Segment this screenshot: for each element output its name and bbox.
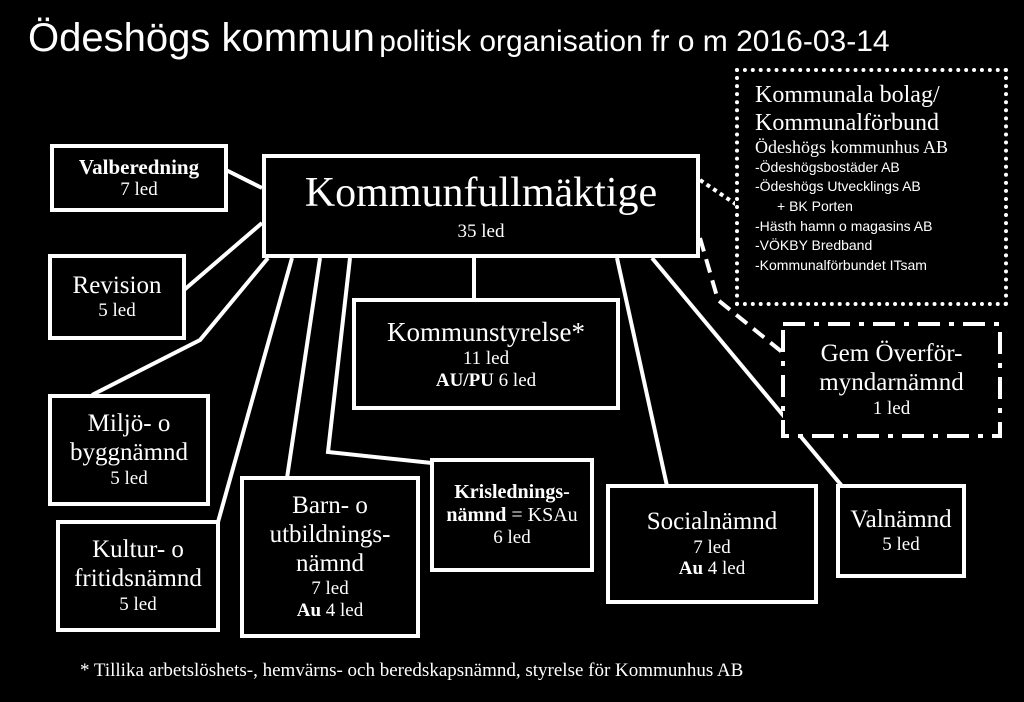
social-au-seats: 4 led xyxy=(707,558,746,580)
kommunstyrelse-au-label: AU/PU xyxy=(435,369,494,391)
kultur-seats: 5 led xyxy=(119,593,157,615)
kris-line2-bold: nämnd xyxy=(446,504,507,527)
box-bolag xyxy=(735,68,1008,306)
revision-name: Revision xyxy=(72,271,162,299)
kommunfullmaktige-seats: 35 led xyxy=(457,221,505,243)
connector-barn xyxy=(287,258,320,478)
bolag-heading1: Kommunala bolag/ xyxy=(755,82,940,108)
barn-line2: utbildnings- xyxy=(269,520,391,548)
kultur-line2: fritidsnämnd xyxy=(74,565,202,593)
kris-line1: Krislednings- xyxy=(454,481,570,504)
connector-social xyxy=(617,258,667,486)
box-kommunfullmaktige xyxy=(262,154,700,258)
title-main: Ödeshögs kommun xyxy=(28,16,375,60)
bolag-heading2: Kommunalförbund xyxy=(755,109,939,136)
box-barn xyxy=(240,476,420,638)
kris-line2 xyxy=(434,504,590,527)
bolag-item: -Hästh hamn o magasins AB xyxy=(755,217,933,234)
box-kris xyxy=(430,458,594,572)
bolag-item: -Ödeshögsbostäder AB xyxy=(755,158,900,175)
bolag-item: -VÖKBY Bredband xyxy=(755,237,873,254)
valnamnd-seats: 5 led xyxy=(882,534,920,556)
valberedning-name: Valberedning xyxy=(78,155,200,179)
social-au-label: Au xyxy=(678,558,704,580)
barn-line3: nämnd xyxy=(295,549,365,577)
revision-seats: 5 led xyxy=(98,300,136,322)
box-kultur xyxy=(56,520,220,632)
kommunstyrelse-au-seats: 6 led xyxy=(498,369,537,391)
barn-au-label: Au xyxy=(296,600,322,622)
social-au xyxy=(610,558,814,580)
valberedning-seats: 7 led xyxy=(120,179,158,201)
kris-seats: 6 led xyxy=(493,527,531,549)
title-sub: politisk organisation fr o m 2016-03-14 xyxy=(379,25,890,58)
valnamnd-name: Valnämnd xyxy=(850,505,952,533)
miljo-line2: byggnämnd xyxy=(69,439,189,467)
kommunstyrelse-seats: 11 led xyxy=(462,347,510,369)
box-miljo xyxy=(48,394,210,506)
bolag-item: -Kommunalförbundet ITsam xyxy=(755,256,927,273)
kommunstyrelse-name: Kommunstyrelse* xyxy=(387,316,585,347)
barn-au-seats: 4 led xyxy=(325,600,364,622)
barn-seats: 7 led xyxy=(311,578,349,600)
overformyndar-line2: myndarnämnd xyxy=(819,369,964,397)
bolag-item: -Ödeshögs Utvecklings AB xyxy=(755,178,921,195)
box-valnamnd xyxy=(836,484,966,578)
box-overformyndar xyxy=(783,324,1000,436)
connector-valberedning xyxy=(226,170,262,188)
footnote: * Tillika arbetslöshets-, hemvärns- och beredskapsnämnd, styrelse för Kommunhus AB xyxy=(80,660,744,681)
kris-line2-rest: = KSAu xyxy=(511,504,578,527)
barn-line1: Barn- o xyxy=(292,492,368,520)
overformyndar-seats: 1 led xyxy=(872,397,911,419)
page-title xyxy=(28,18,890,58)
social-name: Socialnämnd xyxy=(646,507,778,535)
box-valberedning xyxy=(50,144,228,212)
connector-bolag xyxy=(700,180,737,205)
barn-au xyxy=(244,600,416,622)
overformyndar-line1: Gem Överför- xyxy=(820,340,963,368)
bolag-holding: Ödeshögs kommunhus AB xyxy=(755,137,949,158)
box-revision xyxy=(48,254,186,340)
miljo-line1: Miljö- o xyxy=(87,410,171,438)
bolag-item: + BK Porten xyxy=(777,198,853,215)
kommunfullmaktige-name: Kommunfullmäktige xyxy=(304,169,658,216)
box-kommunstyrelse xyxy=(352,298,620,410)
box-social xyxy=(606,484,818,604)
kommunstyrelse-au xyxy=(356,370,616,392)
social-seats: 7 led xyxy=(693,536,731,558)
kultur-line1: Kultur- o xyxy=(92,536,184,564)
miljo-seats: 5 led xyxy=(110,467,148,489)
